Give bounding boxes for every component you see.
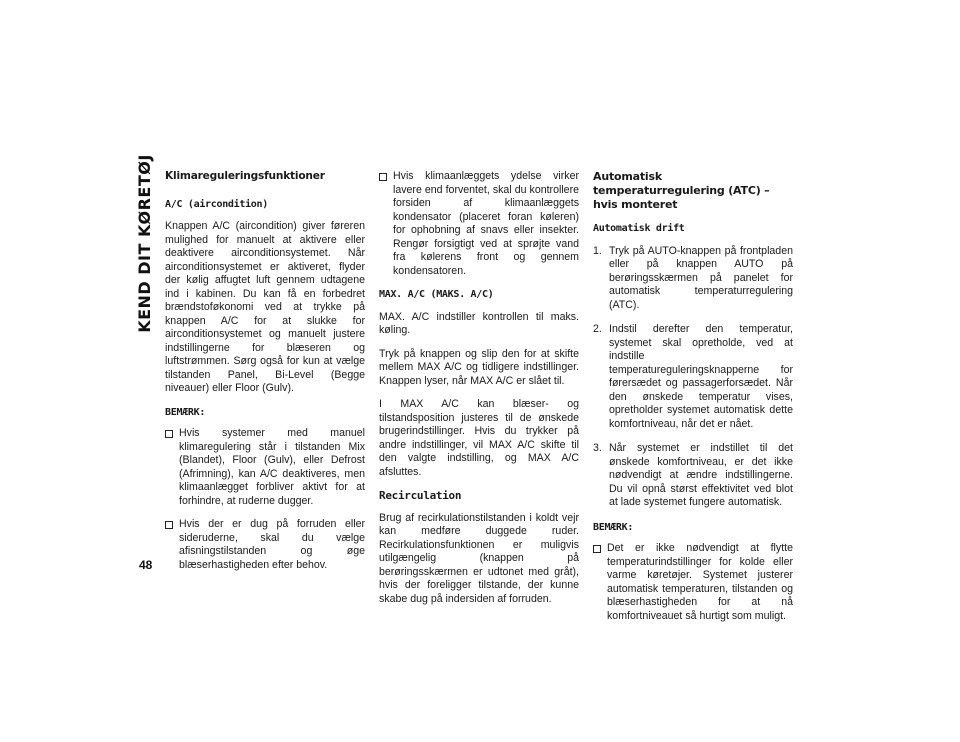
section-title: Klimareguleringsfunktioner — [165, 170, 325, 182]
list-item-text: Hvis systemer med manuel klimaregulering står i tilstanden Mix (Blandet), Floor (Gulv), eller Defrost (Afrimning), kan A/C deaktiveres, men klimaanlægget forbliver aktivt for at forhindre, at ruderne dugger. — [179, 427, 365, 507]
step-text: Når systemet er indstillet til det ønskede komfortniveau, er det ikke nødvendigt at ændre indstillingerne. Du vil opnå størst effektivitet ved blot at lade systemet fungere automatisk. — [609, 442, 793, 508]
list-item-text: Hvis klimaanlæggets ydelse virker lavere end forventet, skal du kontrollere forsiden af klimaanlæggets kondensator (placeret foran køleren) for ophobning af snavs eller insekter. Rengør forsigtigt ved at sprøjte vand fra kølerens front og gennem kondensatoren. — [393, 170, 579, 277]
page-number: 48 — [139, 558, 153, 572]
note-label: BEMÆRK: — [593, 521, 634, 533]
max-ac-heading: MAX. A/C (MAKS. A/C) — [379, 289, 494, 300]
step-number: 1. — [593, 244, 602, 257]
step-text: Tryk på AUTO-knappen på frontpladen eller på knappen AUTO på berøringsskærmen på panelet for automatisk temperaturregulering (ATC). — [609, 244, 793, 311]
numbered-step — [593, 245, 793, 313]
section-side-tab — [130, 153, 158, 333]
checkbox-bullet-icon — [165, 521, 173, 529]
max-ac-paragraph-2: Tryk på knappen og slip den for at skifte mellem MAX A/C og tidligere indstillinger. Knappen lyser, når MAX A/C er slået til. — [379, 347, 579, 387]
list-item — [165, 427, 365, 508]
checkbox-bullet-icon — [165, 430, 173, 438]
checkbox-bullet-icon — [593, 545, 601, 553]
section-side-tab-label: KEND DIT KØRETØJ — [134, 153, 154, 333]
column-1 — [165, 170, 365, 582]
numbered-step — [593, 442, 793, 510]
list-item-text: Det er ikke nødvendigt at flytte temperaturindstillinger for kolde eller varme køretøjer. Systemet justerer automatisk temperaturen, tilstanden og blæserhastigheden for at nå komfortniveauet så hurtigt som muligt. — [607, 542, 793, 622]
auto-operation-heading: Automatisk drift — [593, 223, 685, 234]
step-number: 2. — [593, 323, 602, 335]
checkbox-bullet-icon — [379, 173, 387, 181]
step-number: 3. — [593, 442, 602, 454]
atc-title: Automatisk temperaturregulering (ATC) – hvis monteret — [593, 170, 770, 211]
list-item — [593, 542, 793, 623]
list-item-text: Hvis der er dug på forruden eller sideruderne, skal du vælge afisningstilstanden og øge blæserhastigheden efter behov. — [179, 518, 365, 571]
column-2 — [379, 170, 579, 616]
ac-paragraph: Knappen A/C (aircondition) giver føreren mulighed for manuelt at aktivere eller deaktivere airconditionsystemet. Når airconditionsystemet er aktiveret, flyder der kølig affugtet luft gennem udtagene ind i kabinen. Du kan få en forbedret brændstoføkonomi ved at trykke på knappen A/C for at slukke for airconditionsystemet og manuelt justere indstillingerne for blæseren og luftstrømmen. Sørg også for kun at vælge tilstanden Panel, Bi-Level (Begge niveauer) eller Floor (Gulv). — [165, 220, 365, 394]
numbered-step — [593, 323, 793, 431]
recirculation-paragraph: Brug af recirkulationstilstanden i koldt vejr kan medføre duggede ruder. Recirkulationsfunktionen er muligvis utilgængelig (knappen på berøringsskærmen er udtonet med gråt), hvis der foreligger tilstande, der kunne skabe dug på indersiden af forruden. — [379, 511, 579, 605]
list-item — [379, 170, 579, 278]
max-ac-paragraph-3: I MAX A/C kan blæser- og tilstandsposition justeres til de ønskede brugerindstillinger. Hvis du trykker på andre indstillinger, vil MAX A/C skifte til den valgte indstilling, og MAX A/C afsluttes. — [379, 398, 579, 478]
recirculation-heading: Recirculation — [379, 489, 462, 502]
ac-heading: A/C (aircondition) — [165, 198, 268, 210]
list-item — [165, 518, 365, 572]
step-text: Indstil derefter den temperatur, systemet skal opretholde, ved at indstille temperatureguleringsknapperne for førersædet og passagerforsædet. Når den ønskede temperatur vises, opretholder systemet automatisk dette komfortniveau, når det er nået. — [609, 323, 793, 430]
column-3 — [593, 170, 793, 633]
note-label: BEMÆRK: — [165, 406, 206, 418]
max-ac-paragraph-1: MAX. A/C indstiller kontrollen til maks. køling. — [379, 310, 579, 336]
